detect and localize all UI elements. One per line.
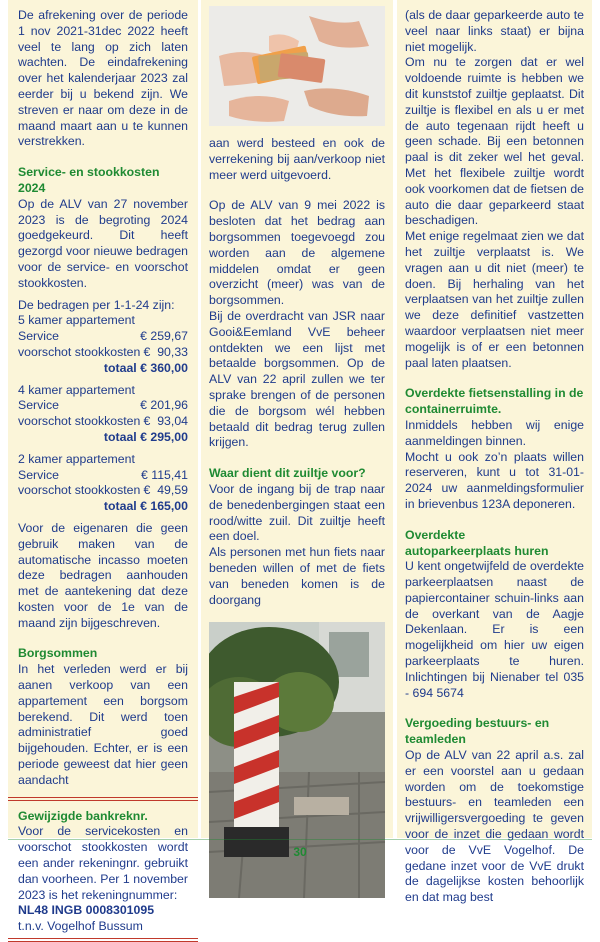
money-hands-icon [209, 6, 385, 126]
regelmaat-paragraph: Met enige regelmaat zien we dat het zuiltje verplaatst is. We vragen aan u dit niet (meer) te doen. Bij herhaling van het verplaatsen van het zuiltje zullen we deze definitief vastzetten waardoor verplaatsen niet meer mogelijk is of er een betonnen paal laten plaatsen. [405, 229, 584, 370]
auto-paragraph: U kent ongetwijfeld de overdekte parkeerplaatsen naast de papiercontainer schuin-links aan de overkant van de Aagje Dekenlaan. Er is een mogelijkheid om hier uw eigen parkeerplaats te huren. Inlichtingen bij Nienaber tel 035 - 694 5674 [405, 559, 584, 700]
bank-heading: Gewijzigde bankreknr. [18, 808, 148, 823]
owners-paragraph: Voor de eigenaren die geen gebruik maken van de automatische incasso moeten deze bedragen aanhouden met de aantekening dat deze kosten voor de 1e van de maand zijn bijgeschreven. [18, 520, 188, 630]
heat-value: € 93,04 [143, 414, 188, 429]
jsr-paragraph: Bij de overdracht van JSR naar Gooi&Eemland VvE beheer ontdekten we een lijst met betaalde borgsommen. Op de ALV van 22 april zullen we ter sprake brengen of de personen die de borgsom wél hebben betaald dit bedrag terug zullen krijgen. [209, 308, 385, 450]
verg-heading: Vergoeding bestuurs- en teamleden [405, 716, 550, 747]
zuil-heading: Waar dient dit zuiltje voor? [209, 466, 366, 481]
fiets-heading: Overdekte fietsenstalling in de containerruimte. [405, 386, 584, 417]
column-middle [201, 0, 393, 838]
column-left [8, 0, 198, 934]
service-heading: Service- en stookkosten 2024 [18, 165, 160, 195]
money-handover-photo [209, 6, 385, 126]
group-total: totaal € 360,00 [103, 360, 188, 375]
amounts-intro: De bedragen per 1-1-24 zijn: [18, 297, 175, 312]
fiets-paragraph-2: Mocht u ook zo’n plaats willen reserveren, kunt u tot 31-01-2024 uw aanmeldingsformulier in brievenbus 123A deponeren. [405, 449, 584, 511]
group-total: totaal € 165,00 [103, 499, 188, 514]
amount-group-5 [18, 313, 188, 376]
page-number: 30 [293, 845, 307, 859]
account-holder: t.n.v. Vogelhof Bussum [18, 919, 143, 934]
heat-label: voorschot stookkosten [18, 414, 141, 429]
heat-value: € 49,59 [143, 483, 188, 498]
service-value: € 115,41 [141, 467, 188, 482]
service-label: Service [18, 467, 60, 482]
service-paragraph: Op de ALV van 27 november 2023 is de begroting 2024 goedgekeurd. Dit heeft gezorgd voor nieuwe bedragen voor de service- en voorschot stookkosten. [18, 196, 188, 290]
kunststof-paragraph: Om nu te zorgen dat er wel voldoende ruimte is hebben we dit kunststof zuiltje geplaatst. Dit zuiltje is flexibel en als u er met de auto tegenaan rijdt heeft u geen schade. Bij een betonnen paal is dit zeker wel het geval. Met het flexibele zuiltje wordt ook voorkomen dat de fietsen de auto die daar geparkeerd staat beschadigen. [405, 55, 584, 228]
verg-paragraph: Op de ALV van 22 april a.s. zal er een voorstel aan u gedaan worden om de toekomstige bestuurs- en teamleden een vrijwilligersvergoeding te geven voor de inzet die gedaan wordt voor de VvE Vogelhof. De gedane inzet voor de VvE drukt de dagelijkse kosten behoorlijk en dat mag best [405, 748, 584, 905]
column-right [397, 0, 592, 905]
service-value: € 201,96 [140, 398, 188, 413]
heat-value: € 90,33 [143, 344, 188, 359]
zuil-continued: (als de daar geparkeerde auto te veel naar links staat) er bijna niet mogelijk. [405, 8, 584, 54]
amount-group-4 [18, 383, 188, 446]
heat-label: voorschot stookkosten [18, 483, 141, 498]
group-total: totaal € 295,00 [103, 429, 188, 444]
service-label: Service [18, 398, 60, 413]
group-title: 4 kamer appartement [18, 382, 135, 397]
intro-paragraph: De afrekening over de periode 1 nov 2021-31dec 2022 heeft veel te lang op zich laten wachten. De eindafrekening over het kalenderjaar 2023 zal eerder bij u bekend zijn. We streven er naar om deze in de maand maart aan u te kunnen verstrekken. [18, 8, 188, 149]
borg-heading: Borgsommen [18, 646, 98, 661]
fiets-paragraph: Inmiddels hebben wij enige aanmeldingen binnen. [405, 417, 584, 448]
service-value: € 259,67 [140, 329, 188, 344]
heat-label: voorschot stookkosten [18, 344, 141, 359]
zuil-paragraph-2: Als personen met hun fiets naar beneden willen of met de fiets van beneden komen is de doorgang [209, 545, 385, 607]
bank-paragraph: Voor de servicekosten en voorschot stookkosten wordt een ander rekeningnr. gebruikt dan voorheen. Per 1 november 2023 is het rekeningnummer: [18, 824, 188, 902]
footer-rule [8, 839, 592, 840]
borg-paragraph: In het verleden werd er bij aanen verkoop van een appartement een borgsom berekend. Dit werd toen administratief goed bijgehouden. Echter, er is een periode geweest dat hier geen aandacht [18, 662, 188, 787]
iban: NL48 INGB 0008301095 [18, 903, 155, 918]
zuil-paragraph: Voor de ingang bij de trap naar de benedenbergingen staat een rood/witte zuil. Dit zuiltje heeft een doel. [209, 481, 385, 544]
alv-2022-paragraph: Op de ALV van 9 mei 2022 is besloten dat het bedrag aan borgsommen toegevoegd zou worden aan de algemene middelen omdat er geen overzicht (meer) was van de borgsommen. [209, 198, 385, 308]
group-title: 5 kamer appartement [18, 313, 135, 328]
amount-group-2 [18, 452, 188, 515]
auto-heading: Overdekte autoparkeerplaats huren [405, 527, 549, 558]
group-title: 2 kamer appartement [18, 451, 135, 466]
section-divider [8, 938, 198, 942]
borg-continued: aan werd besteed en ook de verrekening bij aan/verkoop niet meer werd uitgevoerd. [209, 136, 385, 182]
service-label: Service [18, 329, 60, 344]
